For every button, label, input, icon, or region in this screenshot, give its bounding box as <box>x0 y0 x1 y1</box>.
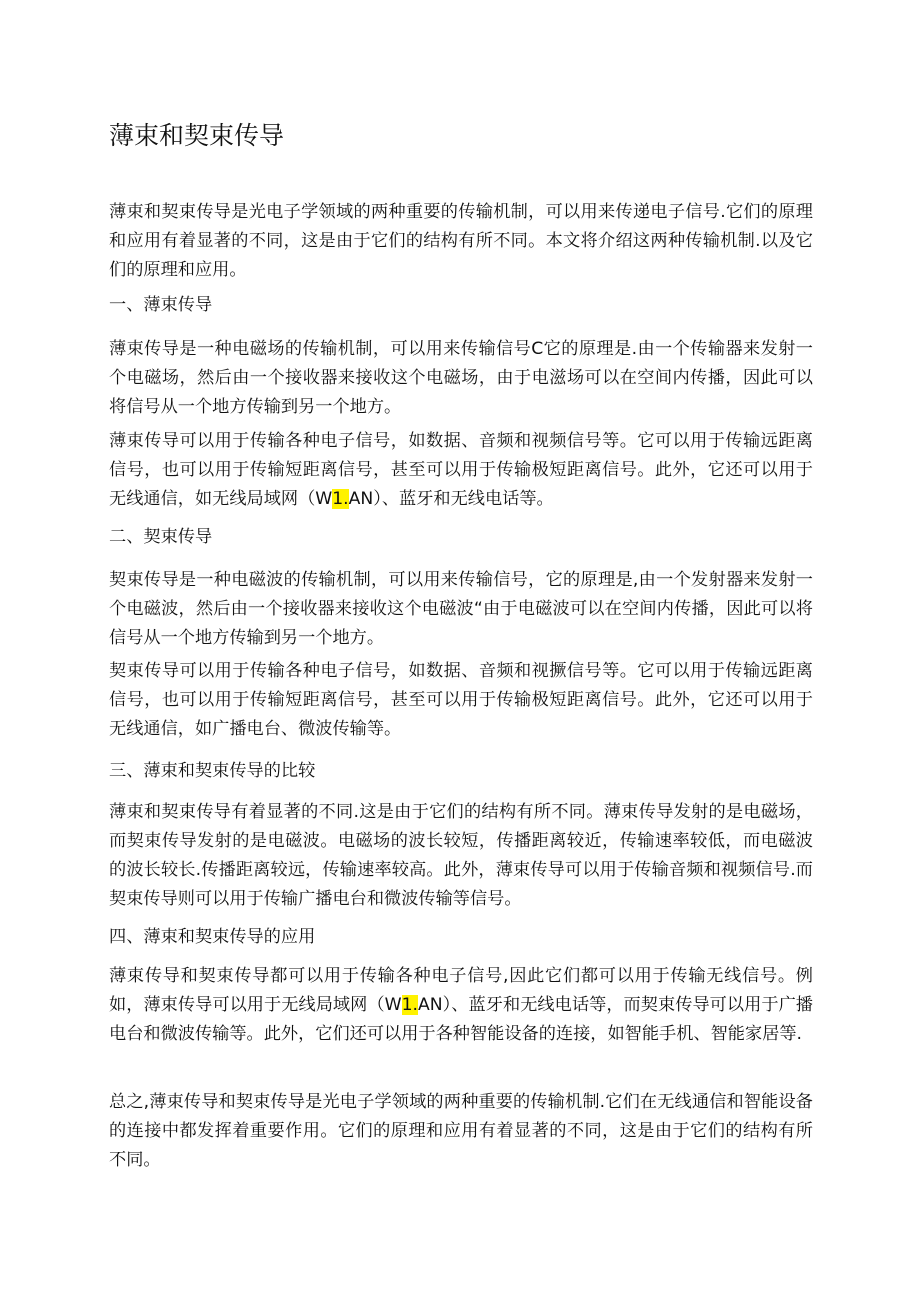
highlighted-text: 1. <box>401 995 419 1015</box>
section-1-heading: 一、薄束传导 <box>109 295 213 315</box>
text-run: AN）、蓝牙和无线电话等，而契束传导可以用于广播电台和微波传输等。此外，它们还可以用于各种智能设备的连接，如智能手机、智能家居等. <box>109 995 813 1044</box>
section-1-paragraph-2 <box>109 427 813 514</box>
intro-paragraph: 薄束和契束传导是光电子学领域的两种重要的传输机制，可以用来传递电子信号.它们的原理和应用有着显著的不同，这是由于它们的结构有所不同。本文将介绍这两种传输机制.以及它们的原理和应用。 <box>109 202 813 280</box>
section-2-heading: 二、契束传导 <box>109 527 213 547</box>
document-title: 薄束和契束传导 <box>109 121 285 150</box>
section-2-paragraph-2: 契束传导可以用于传输各种电子信号，如数据、音频和视撅信号等。它可以用于传输远距离信号，也可以用于传输短距离信号，甚至可以用于传输极短距离信号。此外，它还可以用于无线通信，如广播电台、微波传输等。 <box>109 661 813 739</box>
highlighted-text: 1. <box>332 489 349 509</box>
text-run: 薄束传导可以用于传输各种电子信号，如数据、音频和视频信号等。它可以用于传输远距离信号，也可以用于传输短距离信号，甚至可以用于传输极短距离信号。此外，它还可以用于无线通信，如无线局域网（W <box>109 431 813 509</box>
section-2-paragraph-1: 契束传导是一种电磁波的传输机制，可以用来传输信号，它的原理是,由一个发射器来发射一个电磁波，然后由一个接收器来接收这个电磁波“由于电磁波可以在空间内传播，因此可以将信号从一个地方传输到另一个地方。 <box>109 570 813 648</box>
section-4-heading: 四、薄束和契束传导的应用 <box>109 927 316 947</box>
section-4-paragraph-1 <box>109 962 813 1049</box>
section-3-heading: 三、薄束和契束传导的比较 <box>109 761 316 781</box>
section-1-paragraph-1: 薄束传导是一种电磁场的传输机制，可以用来传输信号C它的原理是.由一个传输器来发射一个电磁场，然后由一个接收器来接收这个电磁场，由于电滋场可以在空间内传播，因此可以将信号从一个地方传输到另一个地方。 <box>109 339 813 417</box>
text-run: 薄束传导和契束传导都可以用于传输各种电子信号,因此它们都可以用于传输无线信号。例如，薄束传导可以用于无线局域网（W <box>109 966 813 1015</box>
section-3-paragraph-1: 薄束和契束传导有着显著的不同.这是由于它们的结构有所不同。薄束传导发射的是电磁场，而契束传导发射的是电磁波。电磁场的波长较短，传播距离较近，传输速率较低，而电磁波的波长较长.传播距离较远，传输速率较高。此外，薄束传导可以用于传输音频和视频信号.而契束传导则可以用于传输广播电台和微波传输等信号。 <box>109 802 813 909</box>
conclusion-paragraph: 总之,薄束传导和契束传导是光电子学领域的两种重要的传输机制.它们在无线通信和智能设备的连接中都发挥着重要作用。它们的原理和应用有着显著的不同，这是由于它们的结构有所不同。 <box>109 1092 813 1170</box>
text-run: AN）、蓝牙和无线电话等。 <box>348 489 554 509</box>
